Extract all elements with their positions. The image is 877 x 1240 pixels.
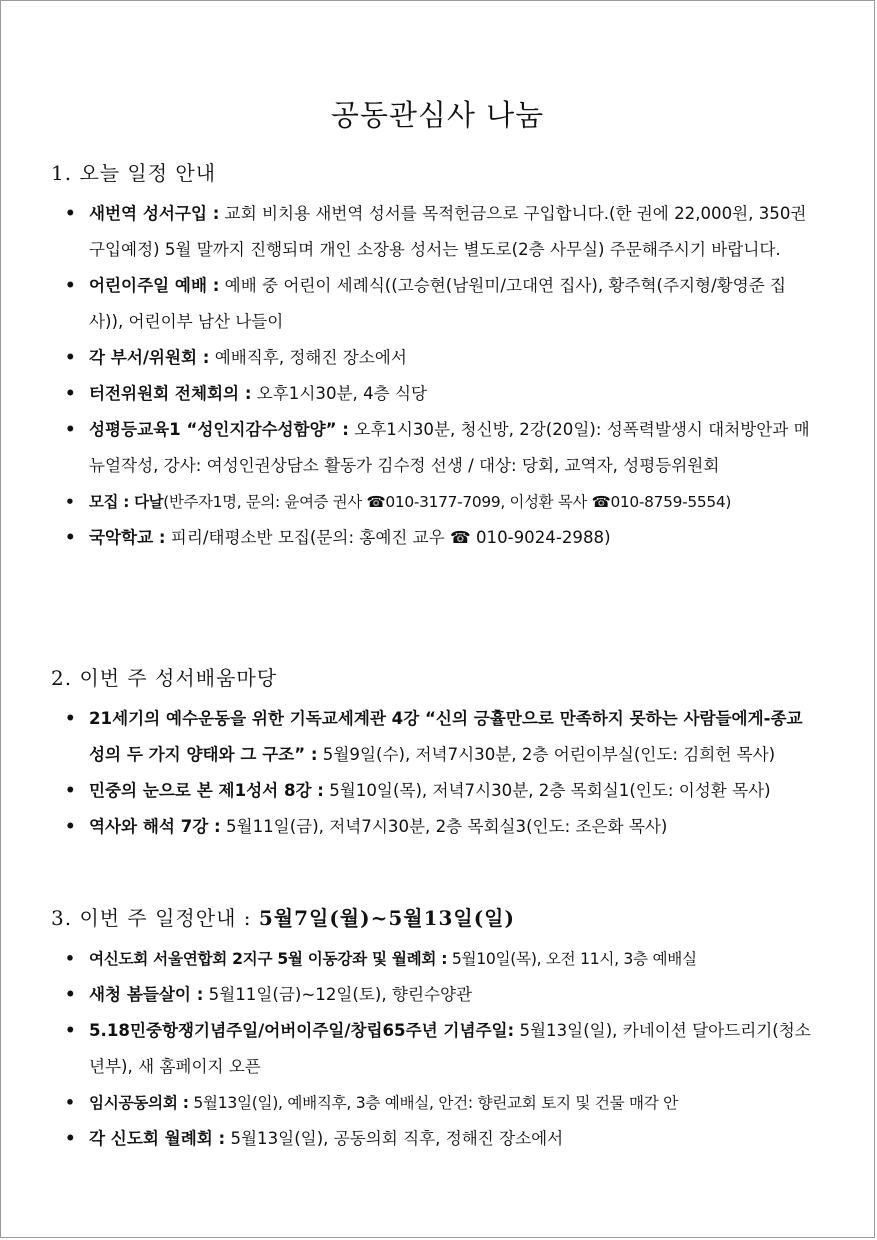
bullet-icon: •	[65, 493, 75, 511]
list-item: • 21세기의 예수운동을 위한 기독교세계관 4강 “신의 긍휼만으로 만족하지 못하는 사람들에게-종교성의 두 가지 양태와 그 구조” : 5월9일(수), 저녁7시30분, 2층 어린이부실(인도: 김희헌 목사)	[51, 701, 811, 773]
section-today-schedule	[51, 156, 811, 556]
section-weekly-schedule	[51, 901, 811, 1157]
section-heading: 2. 이번 주 성서배움마당	[51, 666, 278, 690]
bullet-icon: •	[65, 1094, 75, 1112]
bullet-icon: •	[65, 276, 76, 295]
list-item: • 어린이주일 예배 : 예배 중 어린이 세례식((고승현(남원미/고대연 집사), 황주혁(주지형/황영준 집사)), 어린이부 남산 나들이	[51, 268, 811, 340]
list-item: • 국악학교 : 피리/태평소반 모집(문의: 홍예진 교우 ☎ 010-9024-2988)	[51, 520, 811, 556]
list-item: • 역사와 해석 7강 : 5월11일(금), 저녁7시30분, 2층 목회실3(인도: 조은화 목사)	[51, 809, 811, 845]
list-item: • 새번역 성서구입 : 교회 비치용 새번역 성서를 목적헌금으로 구입합니다.(한 권에 22,000원, 350권 구입예정) 5월 말까지 진행되며 개인 소장용 성서는 별도로(2층 사무실) 주문해주시기 바랍니다.	[51, 196, 811, 268]
week-date-range: 5월7일(월)~5월13일(일)	[258, 906, 515, 930]
list-item: • 5.18민중항쟁기념주일/어버이주일/창립65주년 기념주일: 5월13일(일), 카네이션 달아드리기(청소년부), 새 홈페이지 오픈	[51, 1013, 811, 1085]
section-bible-study	[51, 661, 811, 845]
list-item: • 여신도회 서울연합회 2지구 5월 이동강좌 및 월례회 : 5월10일(목), 오전 11시, 3층 예배실	[51, 941, 811, 977]
bullet-icon: •	[65, 1129, 76, 1148]
phone-icon: ☎	[450, 528, 471, 547]
bullet-icon: •	[65, 348, 76, 367]
bullet-icon: •	[65, 950, 75, 968]
bullet-icon: •	[65, 1021, 76, 1040]
list-item: • 임시공동의회 : 5월13일(일), 예배직후, 3층 예배실, 안건: 향린교회 토지 및 건물 매각 안	[51, 1085, 811, 1121]
page-title: 공동관심사 나눔	[330, 98, 545, 132]
list-item: • 각 부서/위원회 : 예배직후, 정해진 장소에서	[51, 340, 811, 376]
bullet-icon: •	[65, 528, 76, 547]
list-item: • 민중의 눈으로 본 제1성서 8강 : 5월10일(목), 저녁7시30분, 2층 목회실1(인도: 이성환 목사)	[51, 773, 811, 809]
bullet-icon: •	[65, 781, 76, 800]
list-item: • 터전위원회 전체회의 : 오후1시30분, 4층 식당	[51, 376, 811, 412]
list-item: • 새청 봄들살이 : 5월11일(금)~12일(토), 향린수양관	[51, 977, 811, 1013]
list-item: • 모집 : 다날(반주자1명, 문의: 윤여증 권사 ☎010-3177-7099, 이성환 목사 ☎010-8759-5554)	[51, 484, 811, 520]
section-heading: 3. 이번 주 일정안내 : 5월7일(월)~5월13일(일)	[51, 906, 515, 930]
bullet-icon: •	[65, 985, 76, 1004]
bullet-icon: •	[65, 420, 76, 439]
bullet-icon: •	[65, 204, 76, 223]
bullet-icon: •	[65, 384, 76, 403]
phone-icon: ☎	[366, 493, 386, 511]
list-item: • 성평등교육1 “성인지감수성함양” : 오후1시30분, 청신방, 2강(20일): 성폭력발생시 대처방안과 매뉴얼작성, 강사: 여성인권상담소 활동가 김수정 선생 / 대상: 당회, 교역자, 성평등위원회	[51, 412, 811, 484]
phone-icon: ☎	[591, 493, 611, 511]
list-item: • 각 신도회 월례회 : 5월13일(일), 공동의회 직후, 정해진 장소에서	[51, 1121, 811, 1157]
bullet-icon: •	[65, 709, 76, 728]
section-heading: 1. 오늘 일정 안내	[51, 161, 217, 185]
bullet-icon: •	[65, 817, 76, 836]
